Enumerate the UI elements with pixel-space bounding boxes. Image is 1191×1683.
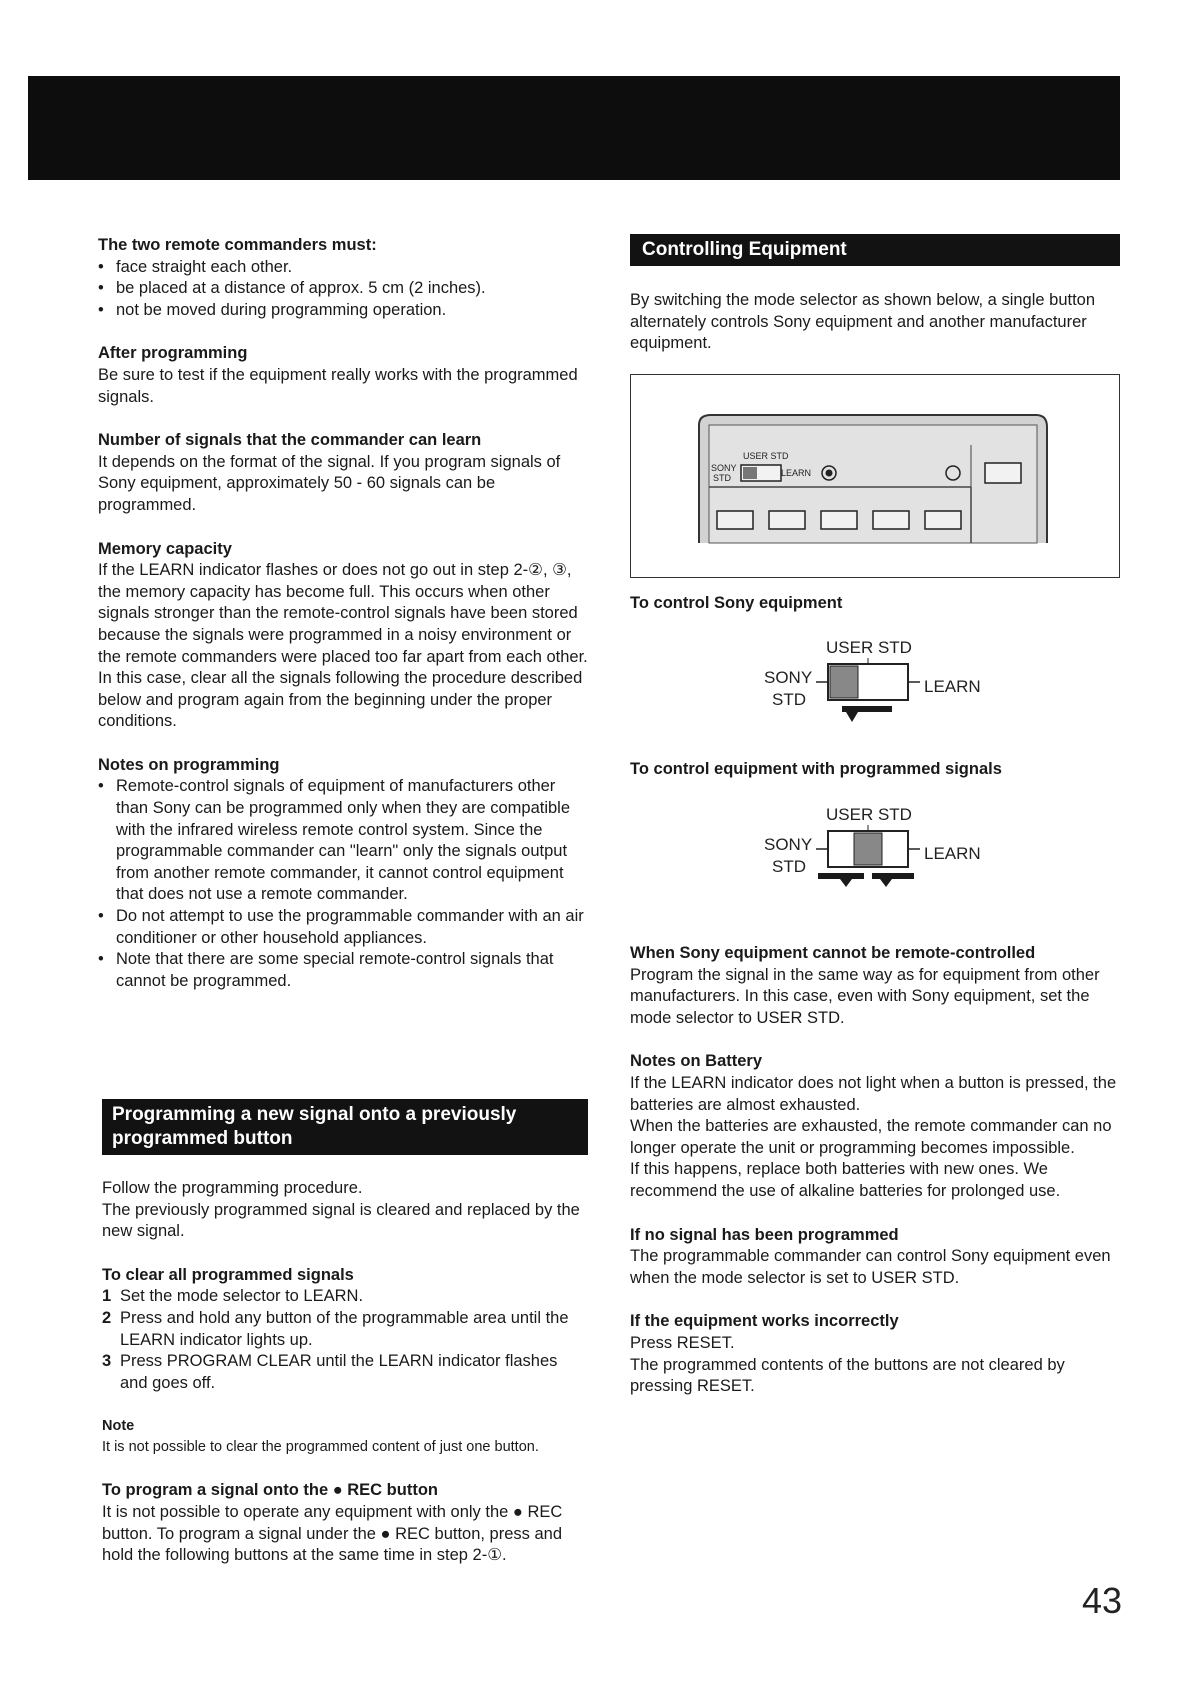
switch-sony-label: SONY <box>764 835 813 854</box>
switch-user-std-label: USER STD <box>826 805 912 824</box>
paragraph: It is not possible to operate any equipment with only the ● REC button. To program a signal under the ● REC button, press and hold the following buttons at the same time in step 2-①. <box>102 1502 563 1565</box>
switch-learn-label: LEARN <box>924 677 981 696</box>
section-sony-not-remote <box>630 943 1130 1029</box>
heading-sony-not-remote: When Sony equipment cannot be remote-controlled <box>630 944 1036 962</box>
numbered-list <box>102 1286 588 1394</box>
paragraph: The programmed contents of the buttons are not cleared by pressing RESET. <box>630 1355 1065 1396</box>
switch-user-std-label: USER STD <box>826 638 912 657</box>
step-number: 2 <box>102 1308 112 1327</box>
heading-after-programming: After programming <box>98 344 248 363</box>
list-item: • be placed at a distance of approx. 5 cm (2 inches). <box>98 278 588 300</box>
heading-two-remote: The two remote commanders must: <box>98 236 377 254</box>
section-follow-procedure <box>102 1178 588 1243</box>
heading-works-incorrectly: If the equipment works incorrectly <box>630 1312 899 1331</box>
step-text: Set the mode selector to LEARN. <box>120 1287 364 1306</box>
bullet-list <box>98 257 588 322</box>
section-works-incorrectly <box>630 1311 1130 1397</box>
right-intro <box>630 290 1130 355</box>
switch-knob <box>854 833 882 865</box>
switch-std-label: STD <box>772 690 806 709</box>
device-switch-knob <box>743 467 757 479</box>
section-rec-button <box>102 1480 588 1566</box>
learn-indicator-dot <box>826 470 833 477</box>
header-bar <box>28 76 1120 180</box>
page-number: 43 <box>1082 1580 1123 1621</box>
step-number: 3 <box>102 1352 112 1371</box>
heading-control-programmed: To control equipment with programmed signals <box>630 760 1002 778</box>
device-button <box>717 511 753 529</box>
mode-switch-user <box>812 825 924 893</box>
section-notes-on-programming <box>98 755 588 993</box>
device-button <box>769 511 805 529</box>
paragraph: If this happens, replace both batteries with new ones. We recommend the use of alkaline batteries for prolonged use. <box>630 1160 1061 1200</box>
remote-illustration <box>630 374 1120 578</box>
arrow-left-icon <box>842 706 892 722</box>
device-sony-label: SONY <box>711 463 737 473</box>
mode-switch-sony <box>812 658 924 726</box>
section-number-of-signals <box>98 430 588 516</box>
paragraph: Be sure to test if the equipment really works with the programmed signals. <box>98 365 578 406</box>
section-after-programming <box>98 343 588 408</box>
heading-control-sony: To control Sony equipment <box>630 594 843 612</box>
list-item: • Note that there are some special remote-control signals that cannot be programmed. <box>98 949 588 992</box>
section-banner-controlling-equipment: Controlling Equipment <box>630 234 1120 266</box>
list-item: • face straight each other. <box>98 257 588 279</box>
list-item: • Remote-control signals of equipment of manufacturers other than Sony can be programmed only when they are compatible with the infrared wireless remote control system. Since the programmable commander can "learn" only the signals output from another remote commander, it cannot control equipment that does not use a remote commander. <box>98 776 588 906</box>
heading-memory-capacity: Memory capacity <box>98 539 232 558</box>
paragraph: Press RESET. <box>630 1333 735 1352</box>
paragraph: The previously programmed signal is cleared and replaced by the new signal. <box>102 1200 580 1241</box>
switch-knob <box>830 666 858 698</box>
banner-line: Programming a new signal onto a previously <box>112 1104 517 1125</box>
paragraph: It depends on the format of the signal. If you program signals of Sony equipment, approximately 50 - 60 signals can be programmed. <box>98 452 561 514</box>
step-text: Press and hold any button of the programmable area until the LEARN indicator lights up. <box>120 1308 569 1349</box>
paragraph: In this case, clear all the signals following the procedure described below and program again from the beginning under the proper conditions. <box>98 669 583 731</box>
heading-notes-battery: Notes on Battery <box>630 1052 763 1071</box>
paragraph: It is not possible to clear the programmed content of just one button. <box>102 1439 539 1456</box>
heading-rec-button: To program a signal onto the ● REC button <box>102 1481 438 1500</box>
switch-sony-label: SONY <box>764 668 813 687</box>
paragraph: By switching the mode selector as shown below, a single button alternately controls Sony equipment and another manufacturer equipment. <box>630 291 1096 353</box>
device-std-label: STD <box>713 473 731 483</box>
list-item: • not be moved during programming operation. <box>98 300 588 322</box>
list-item <box>102 1308 588 1351</box>
list-item <box>102 1286 588 1308</box>
banner-line: programmed button <box>112 1128 293 1149</box>
heading-note: Note <box>102 1418 135 1435</box>
arrow-left-icon <box>872 873 914 887</box>
paragraph: Program the signal in the same way as for equipment from other manufacturers. In this case, even with Sony equipment, set the mode selector to USER STD. <box>630 965 1100 1027</box>
heading-notes-on-programming: Notes on programming <box>98 755 280 774</box>
remote-drawing <box>631 375 1118 576</box>
paragraph: Follow the programming procedure. <box>102 1179 363 1197</box>
left-column <box>98 235 588 1014</box>
device-button <box>821 511 857 529</box>
device-button <box>985 463 1021 483</box>
arrow-right-icon <box>818 873 864 887</box>
section-banner-reprogramming <box>102 1099 588 1155</box>
bullet-list <box>98 776 588 992</box>
step-number: 1 <box>102 1287 112 1306</box>
heading-no-signal: If no signal has been programmed <box>630 1225 899 1244</box>
section-memory-capacity <box>98 539 588 733</box>
section-note <box>102 1416 588 1458</box>
section-two-remote-commanders <box>98 235 588 321</box>
step-text: Press PROGRAM CLEAR until the LEARN indicator flashes and goes off. <box>120 1352 558 1392</box>
device-user-std-label: USER STD <box>743 451 789 461</box>
left-column-lower <box>102 1178 588 1589</box>
paragraph: When the batteries are exhausted, the remote commander can no longer operate the unit or programming becomes impossible. <box>630 1117 1112 1157</box>
device-button <box>873 511 909 529</box>
section-clear-all <box>102 1265 588 1395</box>
paragraph: If the LEARN indicator flashes or does not go out in step 2-②, ③, the memory capacity has become full. This occurs when other signals stronger than the remote-control signals have been stored because the signals were programmed in a noisy environment or the remote commanders were placed too far apart from each other. <box>98 561 588 666</box>
device-button <box>925 511 961 529</box>
heading-number-of-signals: Number of signals that the commander can learn <box>98 431 482 450</box>
switch-std-label: STD <box>772 857 806 876</box>
section-notes-battery <box>630 1051 1130 1202</box>
section-no-signal <box>630 1225 1130 1290</box>
right-column-lower <box>630 943 1130 1420</box>
paragraph: If the LEARN indicator does not light when a button is pressed, the batteries are almost exhausted. <box>630 1073 1117 1114</box>
list-item: • Do not attempt to use the programmable commander with an air conditioner or other household appliances. <box>98 906 588 949</box>
paragraph: The programmable commander can control Sony equipment even when the mode selector is set to USER STD. <box>630 1247 1111 1287</box>
switch-learn-label: LEARN <box>924 844 981 863</box>
heading-clear-all: To clear all programmed signals <box>102 1265 354 1284</box>
device-learn-label: LEARN <box>781 468 812 478</box>
list-item <box>102 1351 588 1394</box>
